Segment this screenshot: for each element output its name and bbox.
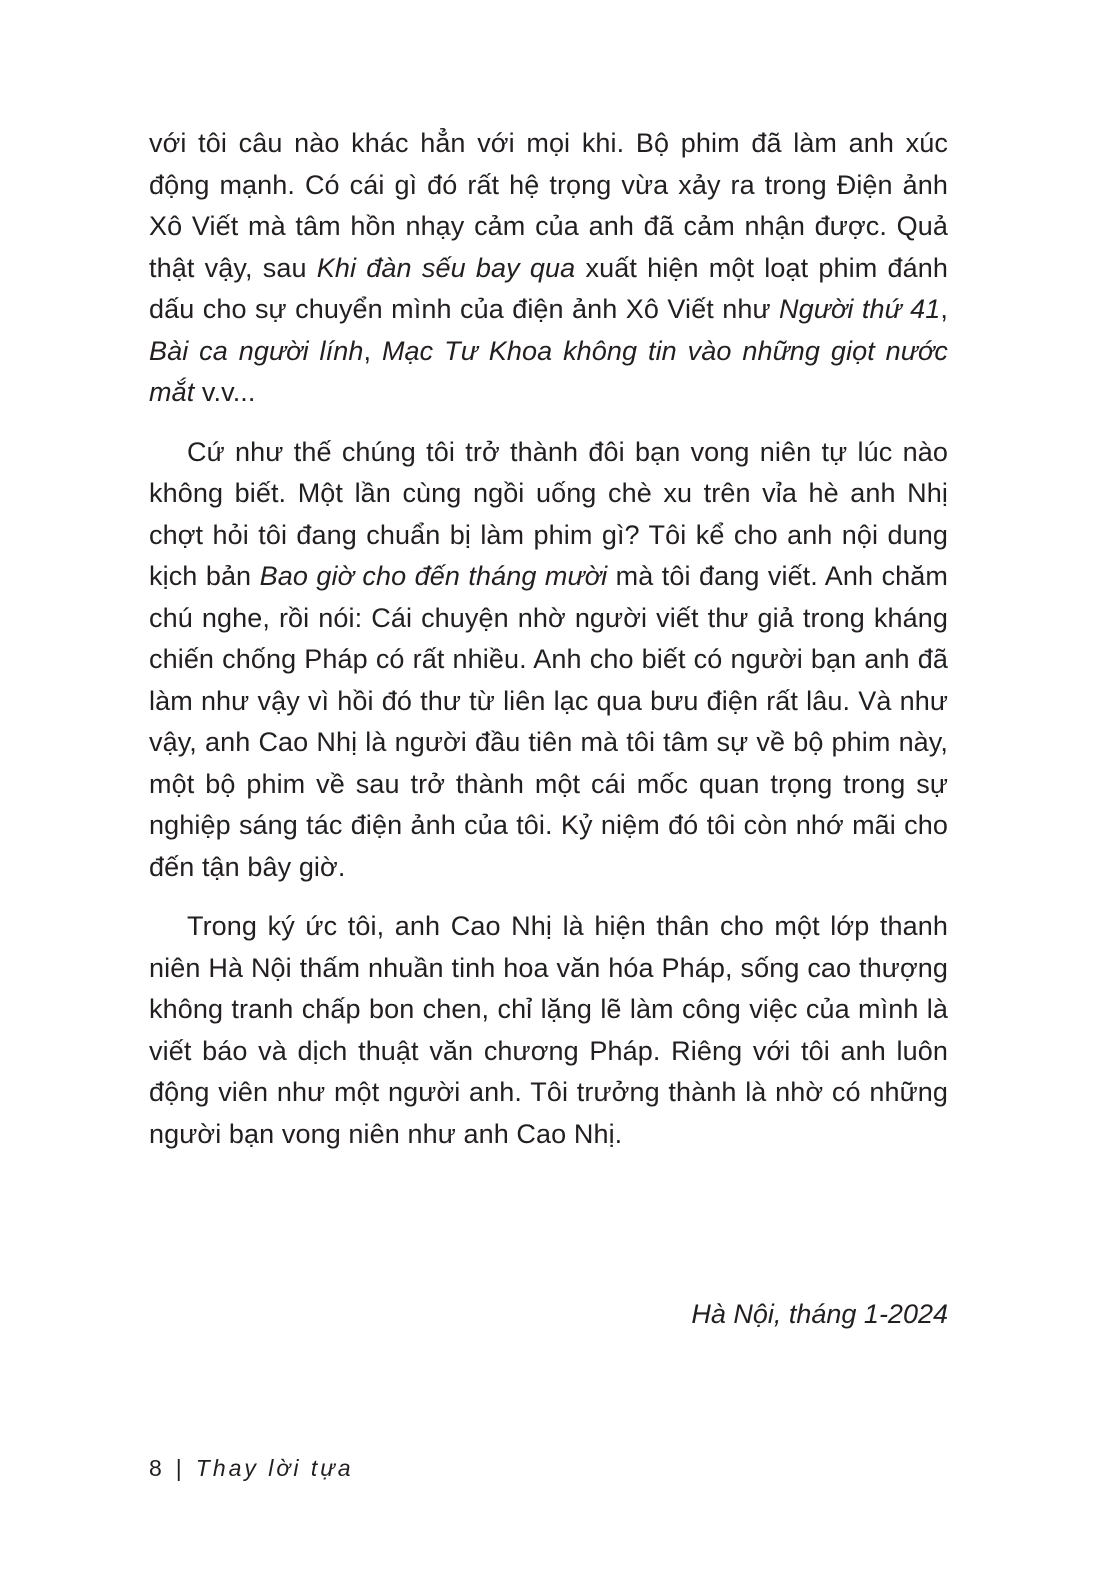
footer-separator: | [175, 1455, 182, 1481]
italic-title: Mạc Tư Khoa không tin vào những giọt nước mắt [149, 335, 948, 407]
signoff-place-date: Hà Nội, tháng 1-2024 [691, 1299, 948, 1329]
italic-title: Bài ca người lính [149, 335, 364, 366]
text-run: Trong ký ức tôi, anh Cao Nhị là hiện thân cho một lớp thanh niên Hà Nội thấm nhuần tinh hoa văn hóa Pháp, sống cao thượng không tranh chấp bon chen, chỉ lặng lẽ làm công việc của mình là viết báo và dịch thuật văn chương Pháp. Riêng với tôi anh luôn động viên như một người anh. Tôi trưởng thành là nhờ có những người bạn vong niên như anh Cao Nhị. [149, 911, 948, 1149]
page-footer [149, 1452, 354, 1484]
text-run: v.v... [194, 377, 256, 407]
text-run: mà tôi đang viết. Anh chăm chú nghe, rồi nói: Cái chuyện nhờ người viết thư giả trong kháng chiến chống Pháp có rất nhiều. Anh cho biết có người bạn anh đã làm như vậy vì hồi đó thư từ liên lạc qua bưu điện rất lâu. Và như vậy, anh Cao Nhị là người đầu tiên mà tôi tâm sự về bộ phim này, một bộ phim về sau trở thành một cái mốc quan trọng trong sự nghiệp sáng tác điện ảnh của tôi. Kỷ niệm đó tôi còn nhớ mãi cho đến tận bây giờ. [149, 561, 948, 882]
text-run: , [940, 294, 949, 324]
text-run: Cứ như thế chúng tôi trở thành đôi bạn vong niên tự lúc nào không biết. Một lần cùng ngồi uống chè xu trên vỉa hè anh Nhị chợt hỏi tôi đang chuẩn bị làm phim gì? Tôi kể cho anh nội dung kịch bản [149, 436, 948, 591]
italic-title: Người thứ 41 [779, 294, 941, 324]
text-run: , [363, 335, 382, 366]
italic-title: Khi đàn sếu bay qua [316, 252, 576, 283]
body-text [149, 123, 948, 1173]
text-run: xuất hiện một loạt phim đánh dấu cho sự chuyển mình của điện ảnh Xô Viết như [149, 252, 948, 324]
italic-title: Bao giờ cho đến tháng mười [259, 561, 608, 591]
paragraph [149, 123, 948, 414]
page-number: 8 [149, 1455, 162, 1481]
paragraph [149, 906, 948, 1155]
section-title: Thay lời tựa [195, 1455, 354, 1481]
text-run: với tôi câu nào khác hẳn với mọi khi. Bộ phim đã làm anh xúc động mạnh. Có cái gì đó rất hệ trọng vừa xảy ra trong Điện ảnh Xô Viết mà tâm hồn nhạy cảm của anh đã cảm nhận được. Quả thật vậy, sau [149, 128, 948, 283]
paragraph [149, 432, 948, 889]
